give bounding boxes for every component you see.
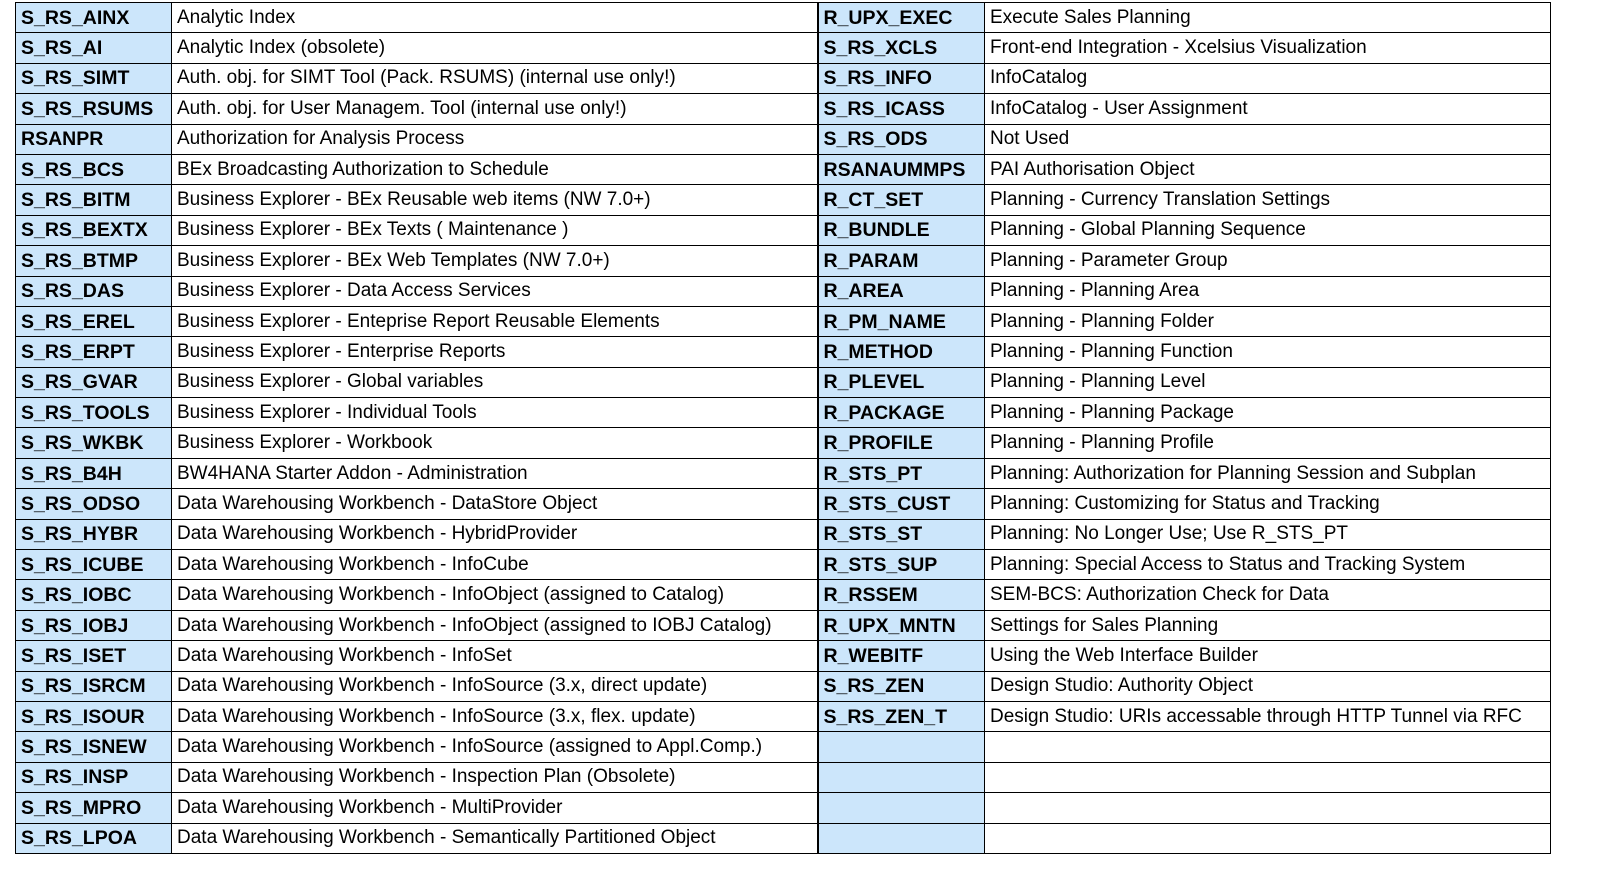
left-description-cell: Data Warehousing Workbench - InfoSource (3.x, direct update): [172, 671, 818, 701]
left-description-cell: Authorization for Analysis Process: [172, 124, 818, 154]
right-description-cell: Planning - Planning Profile: [985, 428, 1551, 458]
left-code-cell: S_RS_RSUMS: [16, 94, 172, 124]
table-row: [16, 276, 1551, 306]
right-code-cell: [818, 793, 985, 823]
left-description-cell: Analytic Index: [172, 3, 818, 33]
left-code-cell: S_RS_SIMT: [16, 63, 172, 93]
right-description-cell: Execute Sales Planning: [985, 3, 1551, 33]
left-code-cell: S_RS_BTMP: [16, 246, 172, 276]
right-code-cell: R_STS_CUST: [818, 489, 985, 519]
right-description-cell: Design Studio: Authority Object: [985, 671, 1551, 701]
right-description-cell: Planning - Planning Area: [985, 276, 1551, 306]
table-row: [16, 3, 1551, 33]
table-row: [16, 398, 1551, 428]
right-description-cell: Planning: Special Access to Status and Tracking System: [985, 550, 1551, 580]
table-row: [16, 762, 1551, 792]
left-description-cell: Data Warehousing Workbench - InfoSet: [172, 641, 818, 671]
table-row: [16, 823, 1551, 853]
right-description-cell: Planning: Customizing for Status and Tracking: [985, 489, 1551, 519]
right-code-cell: S_RS_INFO: [818, 63, 985, 93]
right-description-cell: Front-end Integration - Xcelsius Visualization: [985, 33, 1551, 63]
table-row: [16, 641, 1551, 671]
right-code-cell: [818, 732, 985, 762]
table-row: [16, 519, 1551, 549]
table-row: [16, 732, 1551, 762]
right-description-cell: Using the Web Interface Builder: [985, 641, 1551, 671]
left-description-cell: Data Warehousing Workbench - Semantically Partitioned Object: [172, 823, 818, 853]
left-code-cell: RSANPR: [16, 124, 172, 154]
left-description-cell: Data Warehousing Workbench - InfoSource (assigned to Appl.Comp.): [172, 732, 818, 762]
table-row: [16, 246, 1551, 276]
left-description-cell: Data Warehousing Workbench - Inspection Plan (Obsolete): [172, 762, 818, 792]
right-code-cell: R_STS_ST: [818, 519, 985, 549]
right-description-cell: Planning - Currency Translation Settings: [985, 185, 1551, 215]
right-description-cell: Planning - Parameter Group: [985, 246, 1551, 276]
table-row: [16, 580, 1551, 610]
right-description-cell: Planning - Global Planning Sequence: [985, 215, 1551, 245]
table-row: [16, 33, 1551, 63]
left-description-cell: Business Explorer - BEx Web Templates (NW 7.0+): [172, 246, 818, 276]
left-code-cell: S_RS_GVAR: [16, 367, 172, 397]
left-description-cell: Business Explorer - Enterprise Reports: [172, 337, 818, 367]
right-code-cell: R_PACKAGE: [818, 398, 985, 428]
right-description-cell: InfoCatalog - User Assignment: [985, 94, 1551, 124]
left-code-cell: S_RS_EREL: [16, 306, 172, 336]
right-code-cell: R_CT_SET: [818, 185, 985, 215]
right-code-cell: R_PROFILE: [818, 428, 985, 458]
table-body: [16, 3, 1551, 854]
left-code-cell: S_RS_IOBC: [16, 580, 172, 610]
table-row: [16, 306, 1551, 336]
left-code-cell: S_RS_IOBJ: [16, 610, 172, 640]
right-code-cell: R_STS_SUP: [818, 550, 985, 580]
left-code-cell: S_RS_ISOUR: [16, 701, 172, 731]
left-code-cell: S_RS_ODSO: [16, 489, 172, 519]
left-description-cell: Data Warehousing Workbench - InfoCube: [172, 550, 818, 580]
left-description-cell: Data Warehousing Workbench - InfoObject (assigned to Catalog): [172, 580, 818, 610]
right-code-cell: R_PLEVEL: [818, 367, 985, 397]
table-row: [16, 701, 1551, 731]
left-description-cell: Data Warehousing Workbench - InfoObject (assigned to IOBJ Catalog): [172, 610, 818, 640]
right-code-cell: S_RS_ICASS: [818, 94, 985, 124]
right-code-cell: RSANAUMMPS: [818, 154, 985, 184]
left-code-cell: S_RS_BCS: [16, 154, 172, 184]
left-code-cell: S_RS_INSP: [16, 762, 172, 792]
right-description-cell: Settings for Sales Planning: [985, 610, 1551, 640]
left-description-cell: Auth. obj. for User Managem. Tool (internal use only!): [172, 94, 818, 124]
left-code-cell: S_RS_LPOA: [16, 823, 172, 853]
right-code-cell: R_METHOD: [818, 337, 985, 367]
left-description-cell: Business Explorer - Workbook: [172, 428, 818, 458]
right-code-cell: R_STS_PT: [818, 458, 985, 488]
left-code-cell: S_RS_ISRCM: [16, 671, 172, 701]
table-row: [16, 215, 1551, 245]
right-description-cell: Planning - Planning Level: [985, 367, 1551, 397]
left-code-cell: S_RS_HYBR: [16, 519, 172, 549]
table-row: [16, 458, 1551, 488]
authorization-object-table: [15, 2, 1551, 854]
left-code-cell: S_RS_ERPT: [16, 337, 172, 367]
right-description-cell: Not Used: [985, 124, 1551, 154]
left-description-cell: BW4HANA Starter Addon - Administration: [172, 458, 818, 488]
table-row: [16, 671, 1551, 701]
table-row: [16, 610, 1551, 640]
table-row: [16, 94, 1551, 124]
right-description-cell: Planning: Authorization for Planning Session and Subplan: [985, 458, 1551, 488]
right-code-cell: S_RS_ZEN: [818, 671, 985, 701]
right-code-cell: R_BUNDLE: [818, 215, 985, 245]
right-description-cell: [985, 762, 1551, 792]
right-description-cell: PAI Authorisation Object: [985, 154, 1551, 184]
right-description-cell: Planning - Planning Package: [985, 398, 1551, 428]
right-description-cell: Planning - Planning Folder: [985, 306, 1551, 336]
right-description-cell: [985, 732, 1551, 762]
left-description-cell: Analytic Index (obsolete): [172, 33, 818, 63]
right-code-cell: S_RS_ODS: [818, 124, 985, 154]
left-code-cell: S_RS_B4H: [16, 458, 172, 488]
right-description-cell: Design Studio: URIs accessable through HTTP Tunnel via RFC: [985, 701, 1551, 731]
left-code-cell: S_RS_AINX: [16, 3, 172, 33]
table-row: [16, 154, 1551, 184]
right-code-cell: R_PARAM: [818, 246, 985, 276]
right-code-cell: R_UPX_EXEC: [818, 3, 985, 33]
left-description-cell: Business Explorer - Global variables: [172, 367, 818, 397]
right-code-cell: R_PM_NAME: [818, 306, 985, 336]
table-row: [16, 185, 1551, 215]
right-code-cell: S_RS_XCLS: [818, 33, 985, 63]
left-code-cell: S_RS_ISNEW: [16, 732, 172, 762]
table-row: [16, 793, 1551, 823]
right-description-cell: InfoCatalog: [985, 63, 1551, 93]
table-row: [16, 550, 1551, 580]
right-code-cell: [818, 823, 985, 853]
left-code-cell: S_RS_BEXTX: [16, 215, 172, 245]
left-description-cell: Data Warehousing Workbench - InfoSource (3.x, flex. update): [172, 701, 818, 731]
left-description-cell: Business Explorer - Individual Tools: [172, 398, 818, 428]
left-description-cell: Business Explorer - Data Access Services: [172, 276, 818, 306]
table-row: [16, 63, 1551, 93]
left-code-cell: S_RS_DAS: [16, 276, 172, 306]
left-code-cell: S_RS_ISET: [16, 641, 172, 671]
right-code-cell: R_WEBITF: [818, 641, 985, 671]
left-code-cell: S_RS_AI: [16, 33, 172, 63]
table-row: [16, 428, 1551, 458]
table-row: [16, 367, 1551, 397]
left-description-cell: BEx Broadcasting Authorization to Schedule: [172, 154, 818, 184]
right-code-cell: S_RS_ZEN_T: [818, 701, 985, 731]
left-description-cell: Data Warehousing Workbench - MultiProvider: [172, 793, 818, 823]
table-row: [16, 489, 1551, 519]
right-description-cell: Planning: No Longer Use; Use R_STS_PT: [985, 519, 1551, 549]
left-description-cell: Business Explorer - Enteprise Report Reusable Elements: [172, 306, 818, 336]
right-description-cell: [985, 823, 1551, 853]
right-description-cell: SEM-BCS: Authorization Check for Data: [985, 580, 1551, 610]
left-code-cell: S_RS_ICUBE: [16, 550, 172, 580]
left-code-cell: S_RS_BITM: [16, 185, 172, 215]
left-description-cell: Data Warehousing Workbench - DataStore Object: [172, 489, 818, 519]
table-row: [16, 337, 1551, 367]
left-description-cell: Data Warehousing Workbench - HybridProvider: [172, 519, 818, 549]
right-description-cell: [985, 793, 1551, 823]
left-code-cell: S_RS_TOOLS: [16, 398, 172, 428]
left-description-cell: Auth. obj. for SIMT Tool (Pack. RSUMS) (internal use only!): [172, 63, 818, 93]
left-code-cell: S_RS_MPRO: [16, 793, 172, 823]
left-description-cell: Business Explorer - BEx Reusable web items (NW 7.0+): [172, 185, 818, 215]
left-description-cell: Business Explorer - BEx Texts ( Maintenance ): [172, 215, 818, 245]
table-row: [16, 124, 1551, 154]
right-code-cell: R_RSSEM: [818, 580, 985, 610]
right-description-cell: Planning - Planning Function: [985, 337, 1551, 367]
right-code-cell: R_UPX_MNTN: [818, 610, 985, 640]
left-code-cell: S_RS_WKBK: [16, 428, 172, 458]
right-code-cell: [818, 762, 985, 792]
right-code-cell: R_AREA: [818, 276, 985, 306]
